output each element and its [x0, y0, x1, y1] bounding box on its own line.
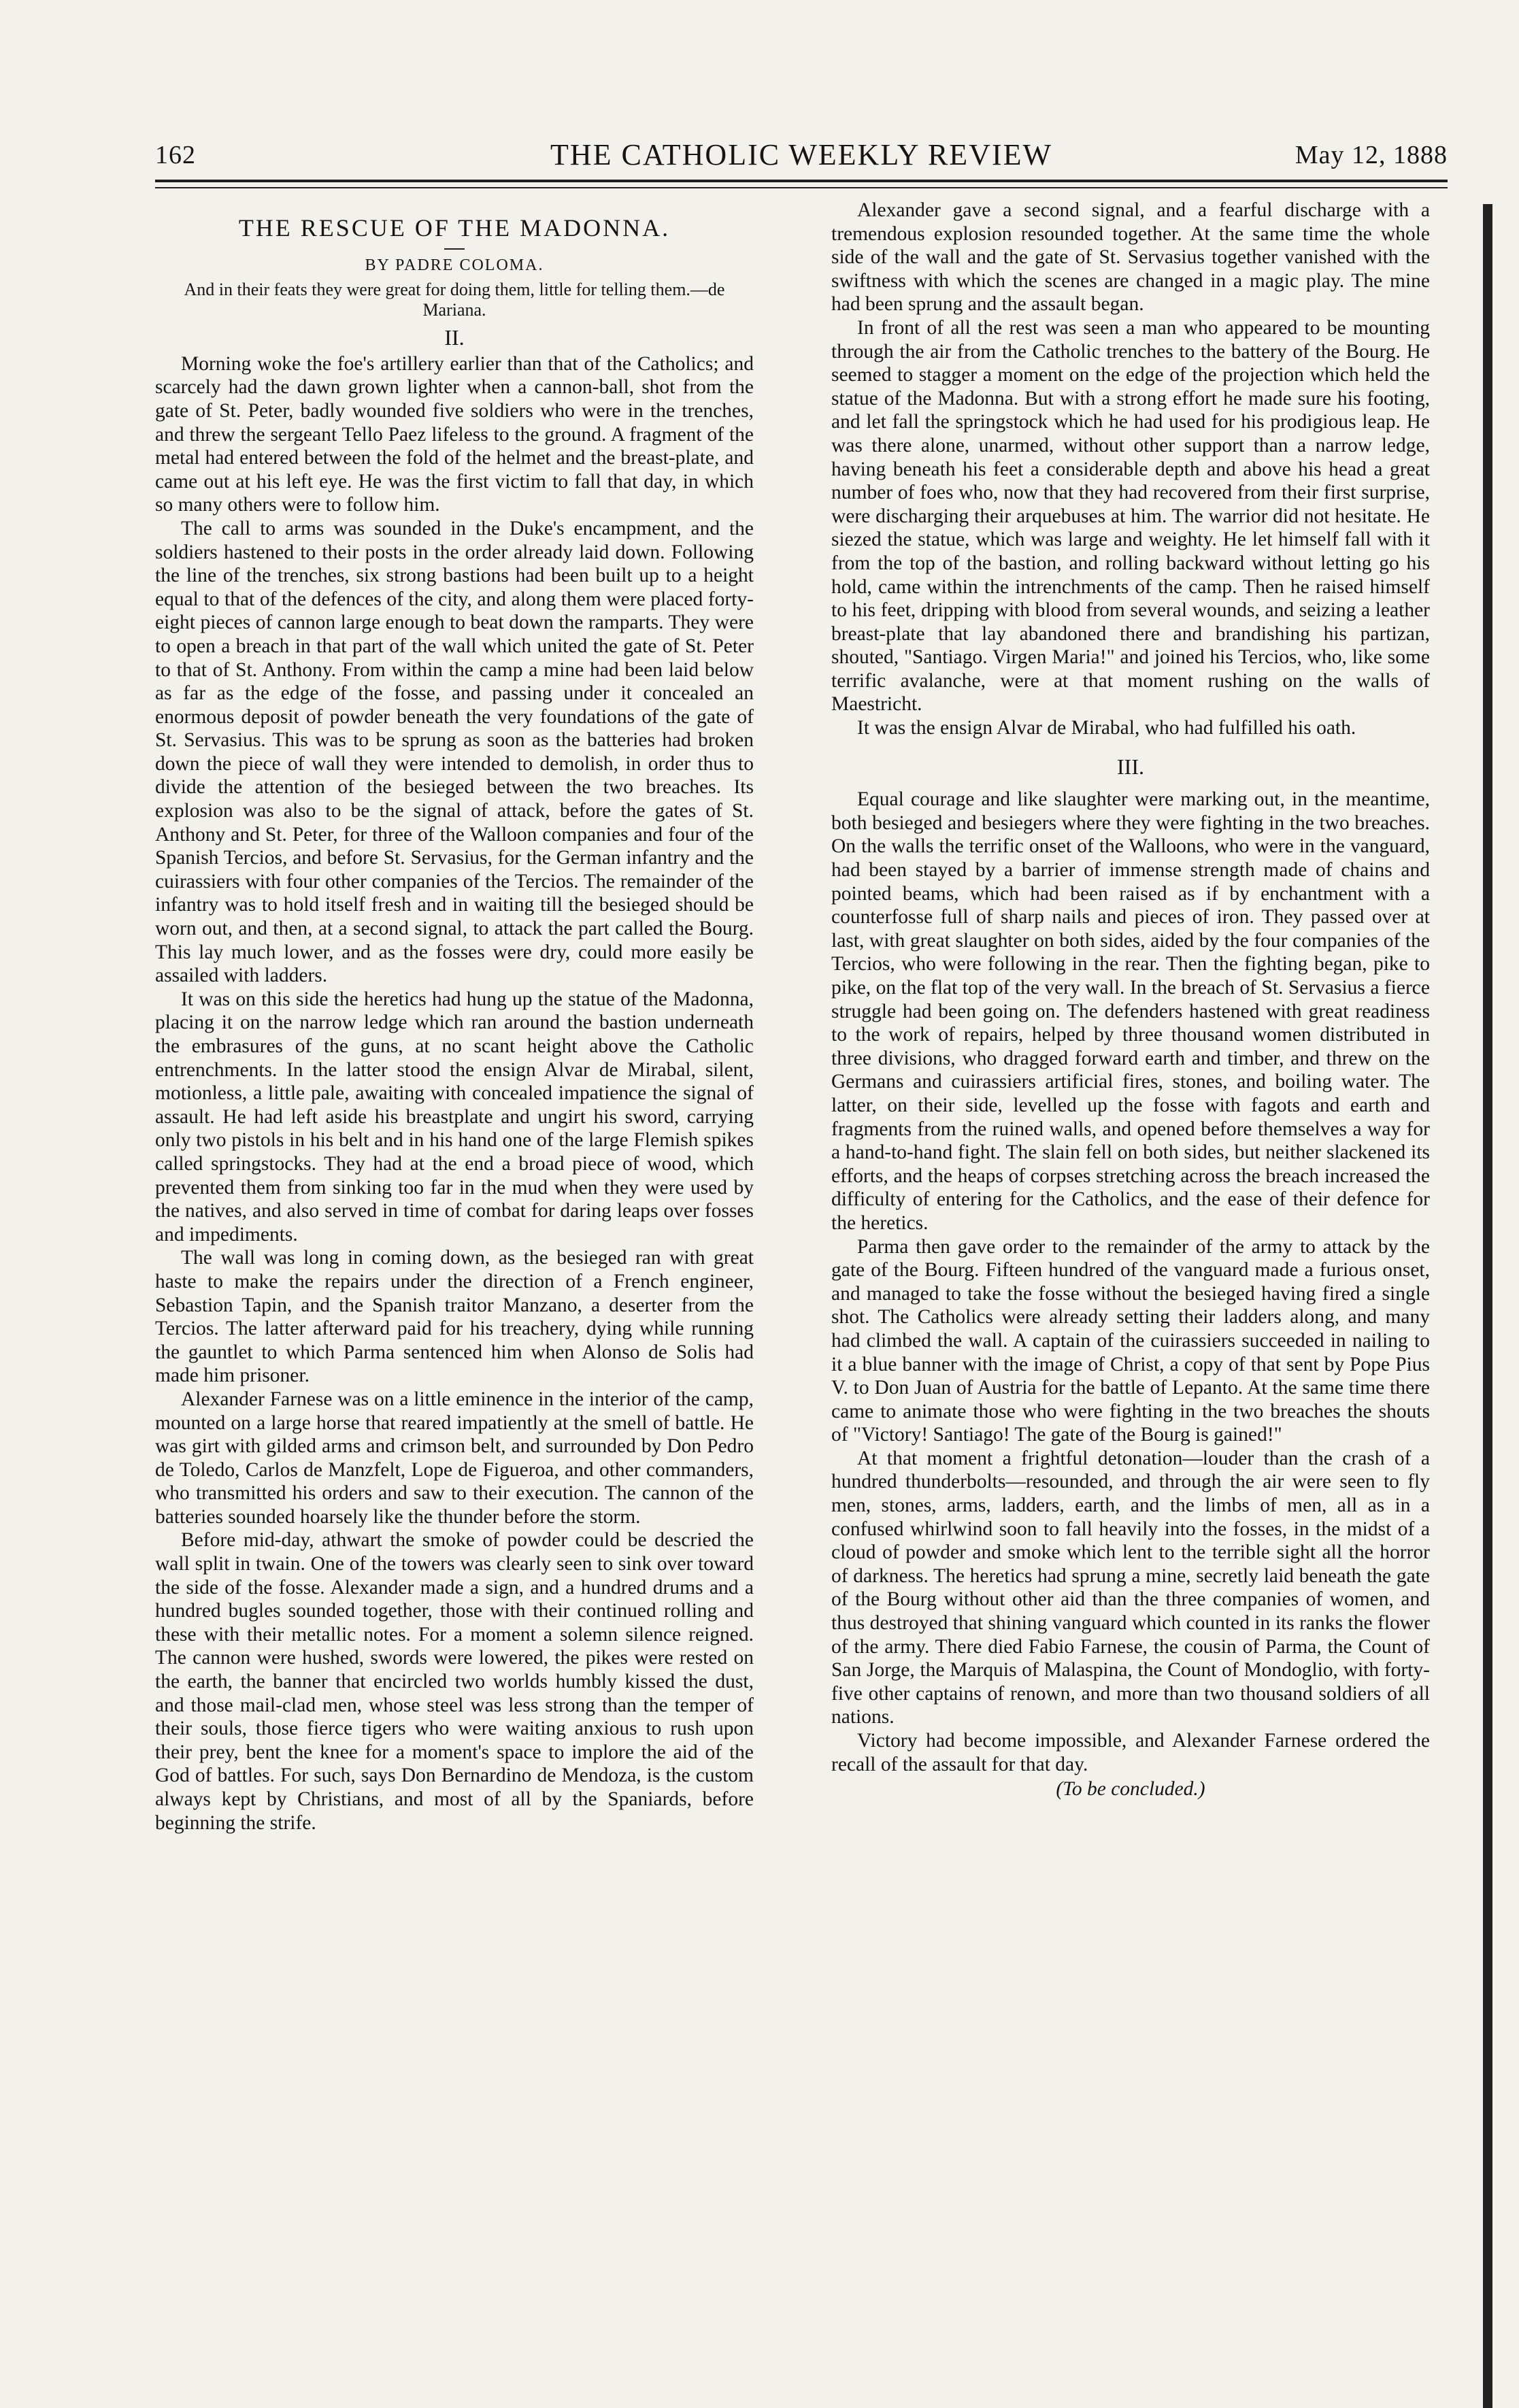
paragraph: Equal courage and like slaughter were marking out, in the meantime, both besieged and besiegers where they were fighting in the two breaches. On the walls the terrific onset of the Walloons, who were in the vanguard, had been stayed by a barrier of immense strength made of chains and pointed beams, which had been raised as if by enchantment with a counterfosse full of sharp nails and pieces of iron. They passed over at last, with great slaughter on both sides, aided by the four companies of the Tercios, who were following in the rear. Then the fighting began, pike to pike, on the flat top of the very wall. In the breach of St. Servasius a fierce struggle had been going on. The defenders hastened with great readiness to the work of repairs, helped by three thousand women distributed in three divisions, who dragged forward earth and timber, and threw on the Germans and cuirassiers artificial fires, stones, and boiling water. The latter, on their side, levelled up the fosse with fagots and earth and fragments from the ruined walls, and opened before themselves a way for a hand-to-hand fight. The slain fell on both sides, but neither slackened its efforts, and the heaps of corpses stretching across the breach increased the difficulty of entering for the Catholics, and the ease of their defence for the heretics. — [831, 788, 1430, 1234]
paragraph: It was the ensign Alvar de Mirabal, who had fulfilled his oath. — [857, 717, 1356, 739]
issue-date: May 12, 1888 — [1295, 141, 1448, 169]
paragraph: Parma then gave order to the remainder of the army to attack by the gate of the Bourg. Fifteen hundred of the vanguard made a furious onset, and managed to take the fosse without the besieged having fired a single shot. The Catholics were already setting their ladders along, and many had climbed the wall. A captain of the cuirassiers succeeded in nailing to it a blue banner with the image of Christ, a copy of that sent by Pope Pius V. to Don Juan of Austria for the battle of Lepanto. At the same time there came to animate those who were fighting in the two breaches the shouts of "Victory! Santiago! The gate of the Bourg is gained!" — [831, 1235, 1430, 1446]
paragraph: Alexander gave a second signal, and a fearful discharge with a tremendous explosion resounded together. At the same time the whole side of the wall and the gate of St. Servasius together vanished with the swiftness with which the scenes are changed in a magic play. The mine had been sprung and the assault began. — [831, 199, 1430, 316]
paragraph: In front of all the rest was seen a man who appeared to be mounting through the air from the Catholic trenches to the battery of the Bourg. He seemed to stagger a moment on the edge of the projection which held the statue of the Madonna. But with a strong effort he made sure his footing, and let fall the springstock which he had used for his prodigious leap. He was there alone, unarmed, without other support than a narrow ledge, having beneath his feet a considerable depth and above his head a great number of foes who, now that they had recovered from their first surprise, were discharging their arquebuses at him. The warrior did not hesitate. He siezed the statue, which was large and weighty. He let himself fall with it from the top of the bastion, and rolling backward without letting go his hold, came within the intrenchments of the camp. Then he raised himself to his feet, dripping with blood from several wounds, and seizing a leather breast-plate that lay abandoned there and brandishing his partizan, shouted, "Santiago. Virgen Maria!" and joined his Tercios, who, like some terrific avalanche, were at that moment rushing on the walls of Maestricht. — [831, 316, 1430, 716]
page-number: 162 — [155, 141, 196, 169]
paragraph: The wall was long in coming down, as the besieged ran with great haste to make the repairs under the direction of a French engineer, Sebastion Tapin, and the Spanish traitor Manzano, a deserter from the Tercios. The latter afterward paid for his treachery, dying while running the gauntlet to which Parma sentenced him when Alonso de Solis had made him prisoner. — [155, 1247, 754, 1387]
paragraph: At that moment a frightful detonation—louder than the crash of a hundred thunderbolts—resounded, and through the air were seen to fly men, stones, arms, ladders, earth, and the limbs of men, all as in a confused whirlwind soon to fall heavily into the fosses, in the midst of a cloud of powder and smoke which lent to the terrible sight all the horror of darkness. The heretics had sprung a mine, secretly laid beneath the gate of the Bourg without other aid than the three companies of women, and thus destroyed that shining vanguard which counted in its ranks the flower of the army. There died Fabio Farnese, the cousin of Parma, the Count of San Jorge, the Marquis of Malaspina, the Count of Mondoglio, with forty-five other captains of renown, and more than two thousand soldiers of all nations. — [831, 1447, 1430, 1728]
title-divider — [444, 248, 465, 250]
section-heading-ii: II. — [444, 325, 465, 350]
left-column — [155, 199, 754, 2280]
header-rule-thin — [155, 187, 1448, 188]
paragraph: Alexander Farnese was on a little eminence in the interior of the camp, mounted on a large horse that reared impatiently at the smell of battle. He was girt with gilded arms and crimson belt, and surrounded by Don Pedro de Toledo, Carlos de Manzfelt, Lope de Figueroa, and other commanders, who transmitted his orders and saw to their execution. The cannon of the batteries sounded hoarsely like the thunder before the storm. — [155, 1388, 754, 1528]
page-edge-shadow — [1483, 204, 1492, 2408]
header-rule-thick — [155, 180, 1448, 182]
paragraph: Morning woke the foe's artillery earlier than that of the Catholics; and scarcely had the dawn grown lighter when a cannon-ball, shot from the gate of St. Peter, badly wounded five soldiers who were in the trenches, and threw the sergeant Tello Paez lifeless to the ground. A fragment of the metal had entered between the fold of the helmet and the breast-plate, and came out at his left eye. He was the first victim to fall that day, in which so many others were to follow him. — [155, 352, 754, 516]
paragraph: It was on this side the heretics had hung up the statue of the Madonna, placing it on the narrow ledge which ran around the bastion underneath the embrasures of the guns, at no scant height above the Catholic entrenchments. In the latter stood the ensign Alvar de Mirabal, silent, motionless, a little pale, awaiting with concealed impatience the signal of assault. He had left aside his breastplate and ungirt his sword, carrying only two pistols in his belt and in his hand one of the large Flemish spikes called springstocks. They had at the end a broad piece of wood, which prevented them from sinking too far in the mud when they were used by the natives, and also served in time of combat for daring leaps over fosses and impediments. — [155, 988, 754, 1245]
section-heading-iii: III. — [1117, 754, 1144, 779]
article-epigraph: And in their feats they were great for doing them, little for telling them.—de Mariana. — [184, 280, 725, 320]
right-column — [831, 199, 1430, 2280]
paragraph: Before mid-day, athwart the smoke of powder could be descried the wall split in twain. One of the towers was clearly seen to sink over toward the side of the fosse. Alexander made a sign, and a hundred drums and a hundred bugles sounded together, those with their continued rolling and these with their metallic notes. For a moment a solemn silence reigned. The cannon were hushed, swords were lowered, the pikes were rested on the earth, the banner that encircled two worlds humbly kissed the dust, and those mail-clad men, whose steel was less strong than the temper of their souls, those fierce tigers who were waiting anxious to rush upon their prey, bent the knee for a moment's space to implore the aid of the God of battles. For such, says Don Bernardino de Mendoza, is the custom always kept by Christians, and most of all by the Spaniards, before beginning the strife. — [155, 1529, 754, 1834]
paragraph: The call to arms was sounded in the Duke's encampment, and the soldiers hastened to their posts in the order already laid down. Following the line of the trenches, six strong bastions had been built up to a height equal to that of the defences of the city, and along them were placed forty-eight pieces of cannon large enough to beat down the ramparts. They were to open a breach in that part of the wall which united the gate of St. Peter to that of St. Anthony. From within the camp a mine had been laid below as far as the edge of the fosse, and passing under it concealed an enormous deposit of powder beneath the very foundations of the gate of St. Servasius. This was to be sprung as soon as the batteries had broken down the piece of wall they were intended to demolish, in order thus to divide the attention of the besieged between the two breaches. Its explosion was also to be the signal of attack, before the gates of St. Anthony and St. Peter, for three of the Walloon companies and four of the Spanish Tercios, and before St. Servasius, for the German infantry and the cuirassiers with four other companies of the Tercios. The remainder of the infantry was to hold itself fresh and in waiting till the besieged should be worn out, and then, at a second signal, to attack the part called the Bourg. This lay much lower, and as the fosses were dry, could more easily be assailed with ladders. — [155, 517, 754, 987]
page-header — [155, 133, 1448, 174]
journal-title: THE CATHOLIC WEEKLY REVIEW — [550, 138, 1053, 171]
article-byline: BY PADRE COLOMA. — [365, 256, 544, 274]
paragraph: Victory had become impossible, and Alexander Farnese ordered the recall of the assault for that day. — [831, 1730, 1430, 1775]
article-title: THE RESCUE OF THE MADONNA. — [238, 214, 671, 241]
continuation-note: (To be concluded.) — [1056, 1778, 1205, 1801]
